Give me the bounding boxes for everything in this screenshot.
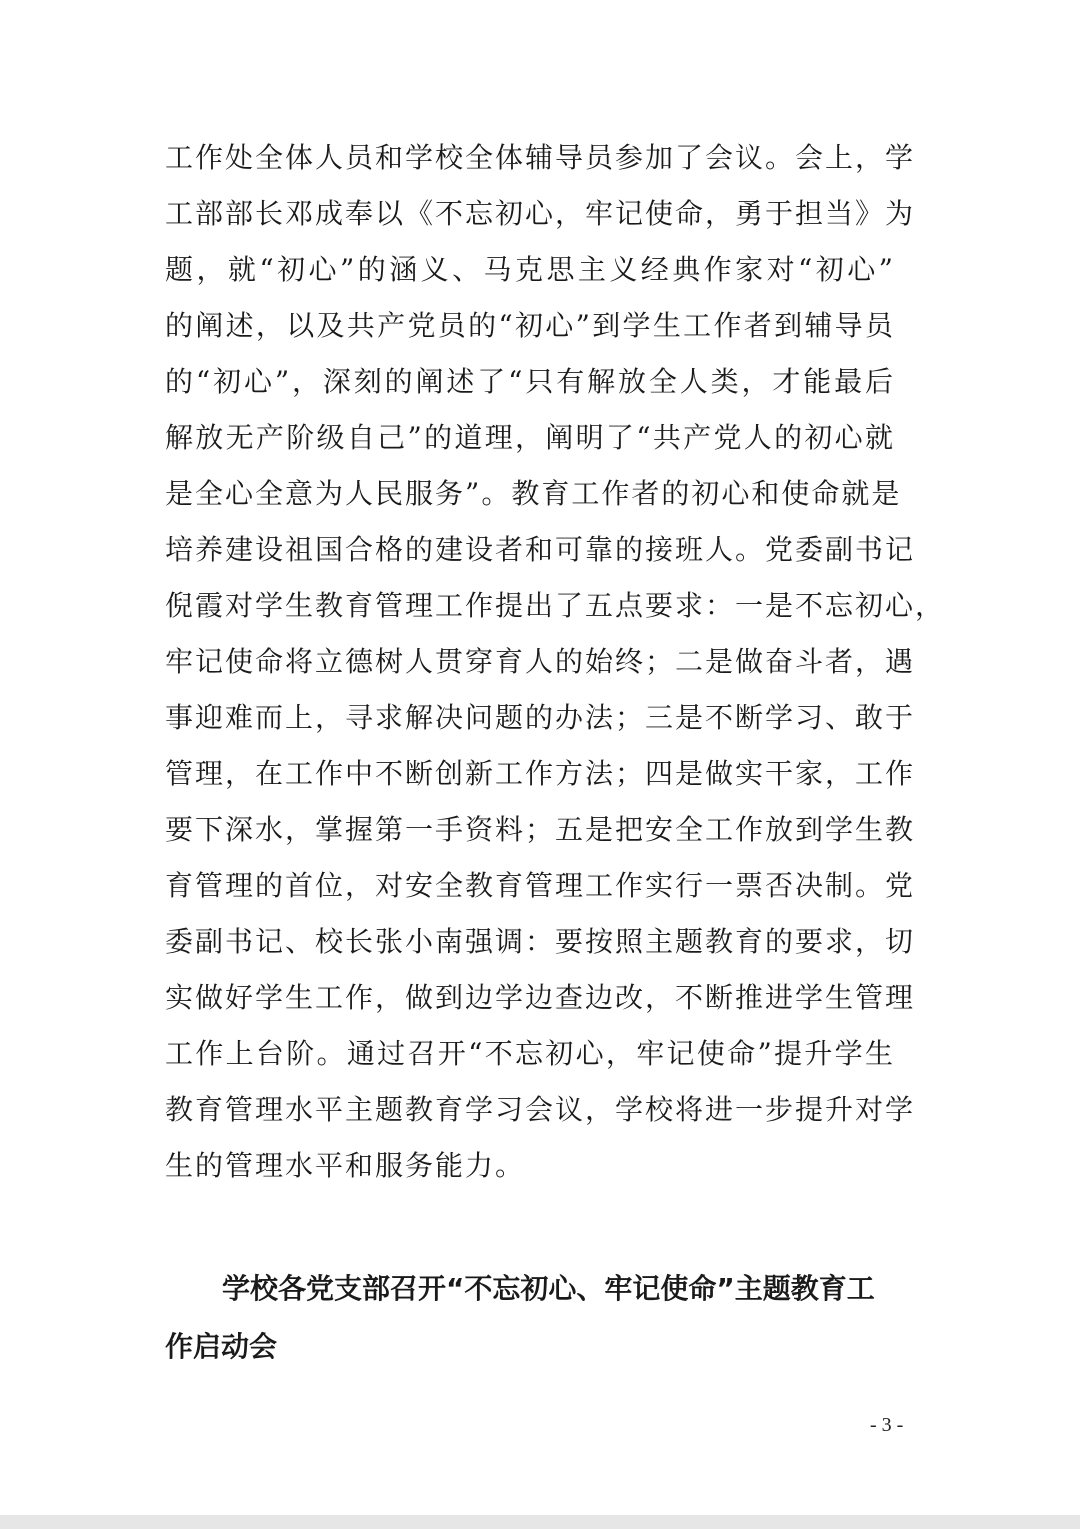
page-bottom-edge [0, 1515, 1080, 1529]
heading-line: 学校各党支部召开“不忘初心、牢记使命”主题教育工 [222, 1272, 875, 1305]
body-line: 事迎难而上，寻求解决问题的办法；三是不断学习、敢于 [165, 701, 916, 734]
body-line: 倪霞对学生教育管理工作提出了五点要求：一是不忘初心， [165, 589, 946, 622]
body-line: 育管理的首位，对安全教育管理工作实行一票否决制。党 [165, 869, 916, 902]
body-line: 工部部长邓成奉以《不忘初心，牢记使命，勇于担当》为 [165, 197, 916, 230]
body-line: 的“初心”，深刻的阐述了“只有解放全人类，才能最后 [165, 365, 895, 398]
heading-line: 作启动会 [165, 1330, 278, 1363]
body-line: 的阐述，以及共产党员的“初心”到学生工作者到辅导员 [165, 309, 895, 342]
body-line: 是全心全意为人民服务”。教育工作者的初心和使命就是 [165, 477, 902, 510]
body-line: 管理，在工作中不断创新工作方法；四是做实干家，工作 [165, 757, 916, 790]
page-number: - 3 - [870, 1414, 904, 1436]
body-line: 题，就“初心”的涵义、马克思主义经典作家对“初心” [165, 253, 895, 286]
body-line: 实做好学生工作，做到边学边查边改，不断推进学生管理 [165, 981, 916, 1014]
body-line: 工作处全体人员和学校全体辅导员参加了会议。会上，学 [165, 141, 916, 174]
body-line: 工作上台阶。通过召开“不忘初心，牢记使命”提升学生 [165, 1037, 895, 1070]
body-line: 生的管理水平和服务能力。 [165, 1149, 526, 1182]
section-heading [165, 1260, 925, 1376]
body-line: 要下深水，掌握第一手资料；五是把安全工作放到学生教 [165, 813, 916, 846]
body-line: 教育管理水平主题教育学习会议，学校将进一步提升对学 [165, 1093, 916, 1126]
body-line: 委副书记、校长张小南强调：要按照主题教育的要求，切 [165, 925, 916, 958]
body-line: 解放无产阶级自己”的道理，阐明了“共产党人的初心就 [165, 421, 895, 454]
body-line: 牢记使命将立德树人贯穿育人的始终；二是做奋斗者，遇 [165, 645, 916, 678]
body-paragraph [165, 130, 946, 1194]
body-line: 培养建设祖国合格的建设者和可靠的接班人。党委副书记 [165, 533, 916, 566]
